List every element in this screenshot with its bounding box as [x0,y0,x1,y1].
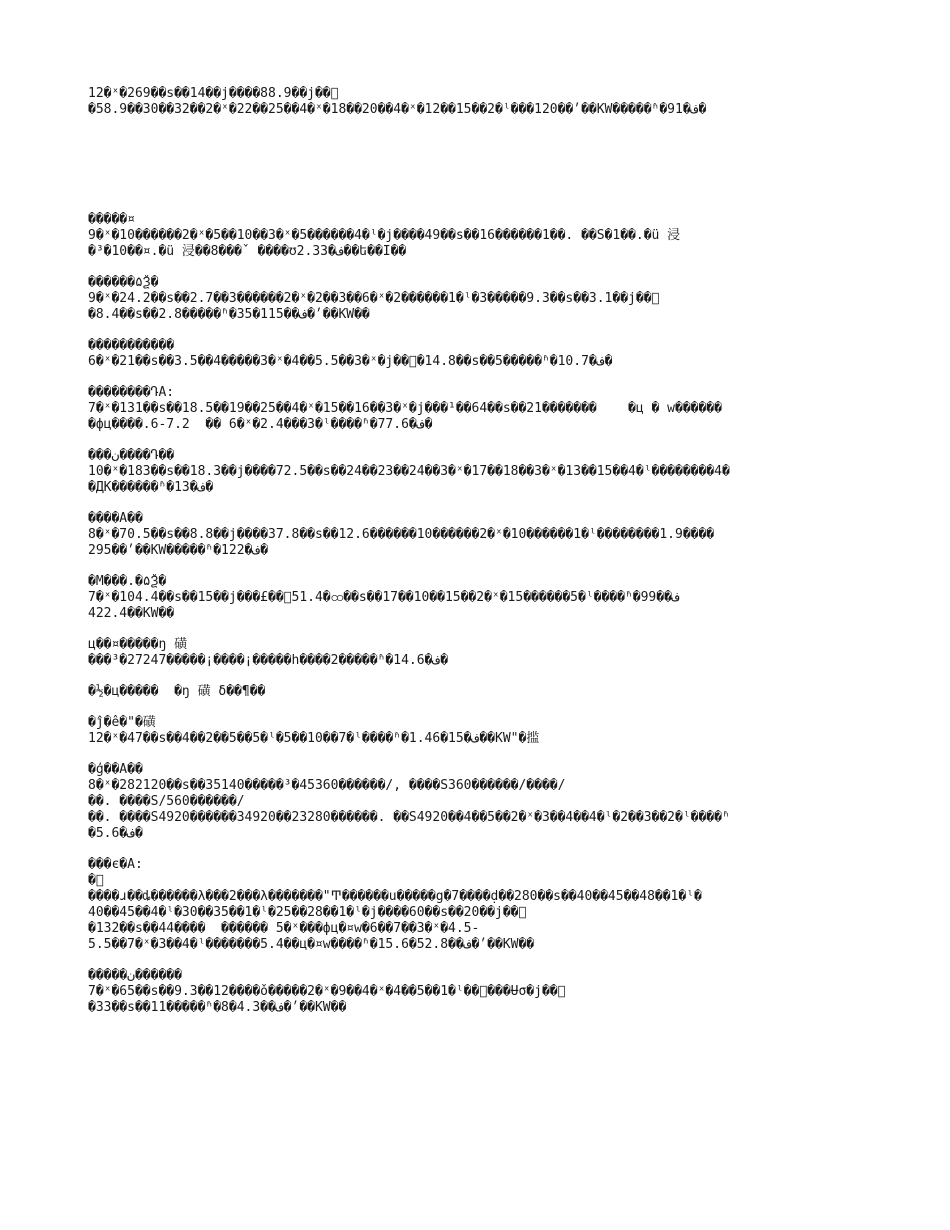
text-line: 8�ˣ�70.5��s��8.8��j����37.8��s��12.6������10������2�ˣ�10������1�ˡ��������1.9���� [88,527,715,542]
text-line: �5.6�ف� [88,826,143,841]
text-line: 7�ˣ�131��s��18.5��19��25��4�ˣ�15��16��3�ˣ�j���¹��64��s��21������� �ц � w������ [88,401,722,416]
text-line: 7�ˣ�104.4��s��15��j���£��ͣ51.4�ထ��s��17��10��15��2�ˣ�15������5�ˡ����ʱ�99��ف [88,590,680,605]
text-line: ���³�27247�����¡����¡�����h����2�����ʱ�14.6�ف� [88,653,449,668]
text-line: 9�ˣ�24.2��s��2.7��3������2�ˣ�2��3��6�ˣ�2������1�ˡ�3�����9.3��s��3.1��j��ͣ [88,291,660,306]
spacer [88,118,868,212]
text-line: 10�ˣ�183��s��18.3��j����72.5��s��24��23��24��3�ˣ�17��18��3�ˣ�13��15��4�ˡ��������4� [88,464,730,479]
text-line: ����ɹ��ȡ������λ���2���λ�������"Ͳ������u�����g�7����ḍ��280��s��40��45��48��1�ˡ� [88,889,702,904]
paragraph-section-10 [88,715,868,747]
text-line: �ͣ [88,873,104,888]
section-heading: ����A�� [88,511,143,526]
paragraph-section-6 [88,511,868,559]
section-heading: �ĵ�ê�"�磺 [88,715,156,730]
spacer [88,842,868,857]
spacer [88,323,868,338]
paragraph-intro [88,86,868,118]
paragraph-section-5 [88,448,868,496]
text-line: 7�ˣ�65��s��9.3��12����ǒ�����2�ˣ�9��4�ˣ�4��5��1�ˡ��ͣ���Ʉσ�j��ͣ [88,984,566,999]
spacer [88,559,868,574]
paragraph-section-9 [88,684,868,700]
section-heading: ц��¤�����ŋ 磺 [88,637,188,652]
section-heading: ��������ԴA: [88,385,175,400]
spacer [88,496,868,511]
spacer [88,260,868,275]
section-heading: �����ن������ [88,968,182,983]
paragraph-section-8 [88,637,868,669]
section-heading: �M���.�۵Ѯ� [88,574,167,589]
text-line: �³�10��¤.�ü 浸��8���ˇ ����ʊ2.33�ف��ե��Ï�� [88,244,407,259]
paragraph-section-11 [88,762,868,842]
text-line: 12�ˣ�269��s��14��j����88.9��j��ͣ [88,86,339,101]
spacer [88,669,868,684]
paragraph-section-2 [88,275,868,323]
spacer [88,622,868,637]
section-heading: �½�ц����� �ŋ 磺 δ��¶�� [88,684,266,699]
text-line: 6�ˣ�21��s��3.5��4�����3�ˣ�4��5.5��3�ˣ�j��ͣ�14.8��s��5�����ʱ�10.7�ف� [88,354,613,369]
section-heading: ����������� [88,338,175,353]
text-line: ��. ����S4920������34920��23280������. ��S4920��4��5��2�ˣ�3��4��4�ˡ�2��3��2�ˡ����ʱ [88,810,730,825]
text-line: 5.5��7�ˣ�3��4�ˡ�������5.4��ц�¤w����ʱ�15.6�52.8��׳�ف��KW�� [88,937,535,952]
text-line: 9�ˣ�10������2�ˣ�5��10��3�ˣ�5������4�ˡ�j����49��s��16������1��. ��S�1��.�ü 浸 [88,228,681,243]
section-heading: ���ن����Դ�� [88,448,175,463]
paragraph-section-13 [88,968,868,1016]
section-heading: �����¤ [88,212,135,227]
text-line: �132��s��44���� ������ 5�ˣ���фц�¤w�6��7��3�ˣ�4.5- [88,921,480,936]
section-heading: ������۵Ѯ� [88,275,159,290]
text-line: 40��45��4�ˡ�30��35��1�ˡ�25��28��1�ˡ�j����60��s��20��j��ͣ [88,905,527,920]
paragraph-section-12 [88,857,868,953]
text-line: ��. ����S/560������/ [88,794,245,809]
section-heading: �ģ��A�� [88,762,143,777]
text-line: 295��׳��KW�����ʱ�122�ف� [88,543,269,558]
text-line: 12�ˣ�47��s��4��2��5��5�ˡ�5��10��7�ˡ����ʱ�1.46�15�ف��KW"�㨫 [88,731,540,746]
spacer [88,747,868,762]
document-page [88,86,868,1016]
text-line: �ДК������ʱ�13�ف� [88,480,214,495]
section-heading: ���є�A: [88,857,143,872]
spacer [88,700,868,715]
text-line: 8�ˣ�282120��s��35140�����³�45360������/, ����S360������/����/ [88,778,566,793]
text-line: 422.4��KW�� [88,606,175,621]
paragraph-section-1 [88,212,868,260]
text-line: �33��s��11�����ʱ�8�4.3��׳�ف��KW�� [88,1000,347,1015]
spacer [88,953,868,968]
text-line: �фц����.6-7.2 �� 6�ˣ�2.4���3�ˡ����ʱ�77.6�ف� [88,417,433,432]
spacer [88,370,868,385]
spacer [88,433,868,448]
text-line: �8.4��s��2.8�����ʱ�35�115��׳�ف��KW�� [88,307,370,322]
paragraph-section-3 [88,338,868,370]
text-line: �58.9��30��32��2�ˣ�22��25��4�ˣ�18��20��4�ˣ�12��15��2�ˡ���120��׳��KW�����ʱ�91�ف� [88,102,707,117]
paragraph-section-7 [88,574,868,622]
paragraph-section-4 [88,385,868,433]
